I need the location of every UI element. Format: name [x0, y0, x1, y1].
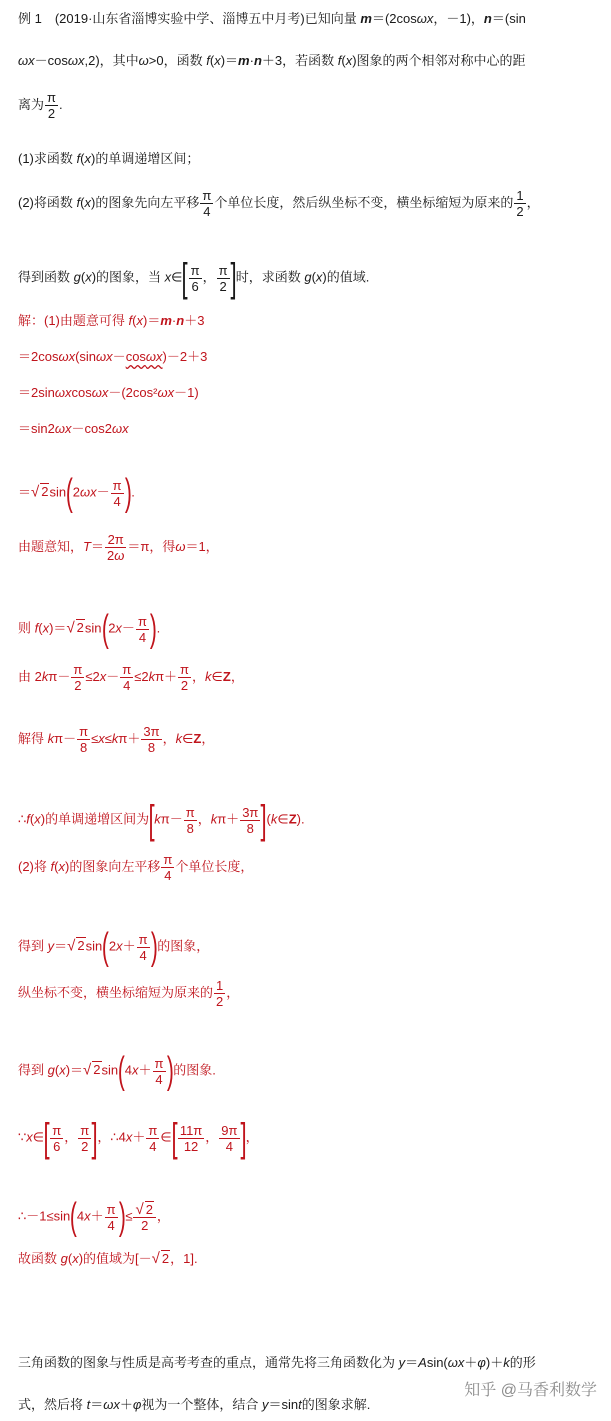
summary-line-2: 式，然后将 t＝ωx＋φ视为一个整体，结合 y＝sint的图象求解.	[18, 1397, 371, 1412]
solution-step-10: ∴f(x)的单调递增区间为[kπ－ $\frac{\pi}{8}$ ，kπ＋ $\frac{3\pi}{8}$ ](k∈Z).	[18, 798, 305, 842]
problem-line-1: 例 1 (2019·山东省淄博实验中学、淄博五中月考)已知向量 m＝(2cosωx，－1)，n＝(sin	[18, 11, 526, 26]
solution-step-15: ∵x∈[ $\frac{\pi}{6}$ ， $\frac{\pi}{2}$ ]，∴4x＋ $\frac{\pi}{4}$ ∈[ $\frac{11\pi}{12}$ ， $\frac{9\pi}{4}$ ]，	[18, 1116, 259, 1160]
solution-step-16: ∴－1≤sin(4x＋ $\frac{\pi}{4}$ )≤ $\frac{√ 2}{2}$ ，	[18, 1196, 170, 1238]
solution-step-17: 故函数 g(x)的值域为[－√ 2，1].	[18, 1250, 198, 1267]
solution-step-12: 得到 y＝√ 2sin(2x＋ $\frac{\pi}{4}$ )的图象，	[18, 926, 210, 968]
summary-line-1: 三角函数的图象与性质是高考考查的重点，通常先将三角函数化为 y＝Asin(ωx＋φ)＋k的形	[18, 1355, 536, 1370]
problem-line-3: 离为 $\frac{\pi}{2}$ .	[18, 90, 63, 121]
solution-step-5: ＝√ 2sin(2ωx－ $\frac{\pi}{4}$ ).	[18, 472, 135, 514]
solution-step-9: 解得 kπ－ $\frac{\pi}{8}$ ≤x≤kπ＋ $\frac{3\pi}{8}$ ，k∈Z，	[18, 724, 215, 755]
solution-step-14: 得到 g(x)＝√ 2sin(4x＋ $\frac{\pi}{4}$ )的图象.	[18, 1050, 216, 1092]
solution-step-11: (2)将 f(x)的图象向左平移 $\frac{\pi}{4}$ 个单位长度，	[18, 852, 254, 883]
question-2-line-1: (2)将函数 f(x)的图象先向左平移 $\frac{\pi}{4}$ 个单位长度，然后纵坐标不变，横坐标缩短为原来的 $\frac{1}{2}$ ，	[18, 188, 540, 219]
solution-step-2: ＝2cosωx(sinωx－cosωx)－2＋3	[18, 349, 208, 364]
solution-step-13: 纵坐标不变，横坐标缩短为原来的 $\frac{1}{2}$ ，	[18, 978, 240, 1009]
solution-step-3: ＝2sinωxcosωx－(2cos²ωx－1)	[18, 385, 199, 400]
solution-step-6: 由题意知，T＝ $\frac{2\pi}{2\omega}$ ＝π，得ω＝1，	[18, 532, 219, 563]
solution-step-7: 则 f(x)＝√ 2sin(2x－ $\frac{\pi}{4}$ ).	[18, 608, 161, 650]
question-1: (1)求函数 f(x)的单调递增区间；	[18, 151, 200, 166]
question-2-line-2: 得到函数 g(x)的图象，当 x∈[ $\frac{\pi}{6}$ ， $\frac{\pi}{2}$ ]时，求函数 g(x)的值域.	[18, 256, 370, 300]
problem-line-2: ωx－cosωx,2)，其中ω>0，函数 f(x)＝m·n＋3，若函数 f(x)图象的两个相邻对称中心的距	[18, 53, 526, 68]
solution-step-8: 由 2kπ－ $\frac{\pi}{2}$ ≤2x－ $\frac{\pi}{4}$ ≤2kπ＋ $\frac{\pi}{2}$ ，k∈Z，	[18, 662, 244, 693]
zhihu-watermark: 知乎 @马香利数学	[464, 1382, 597, 1399]
solution-step-4: ＝sin2ωx－cos2ωx	[18, 421, 129, 436]
solution-step-1: 解：(1)由题意可得 f(x)＝m·n＋3	[18, 313, 205, 328]
